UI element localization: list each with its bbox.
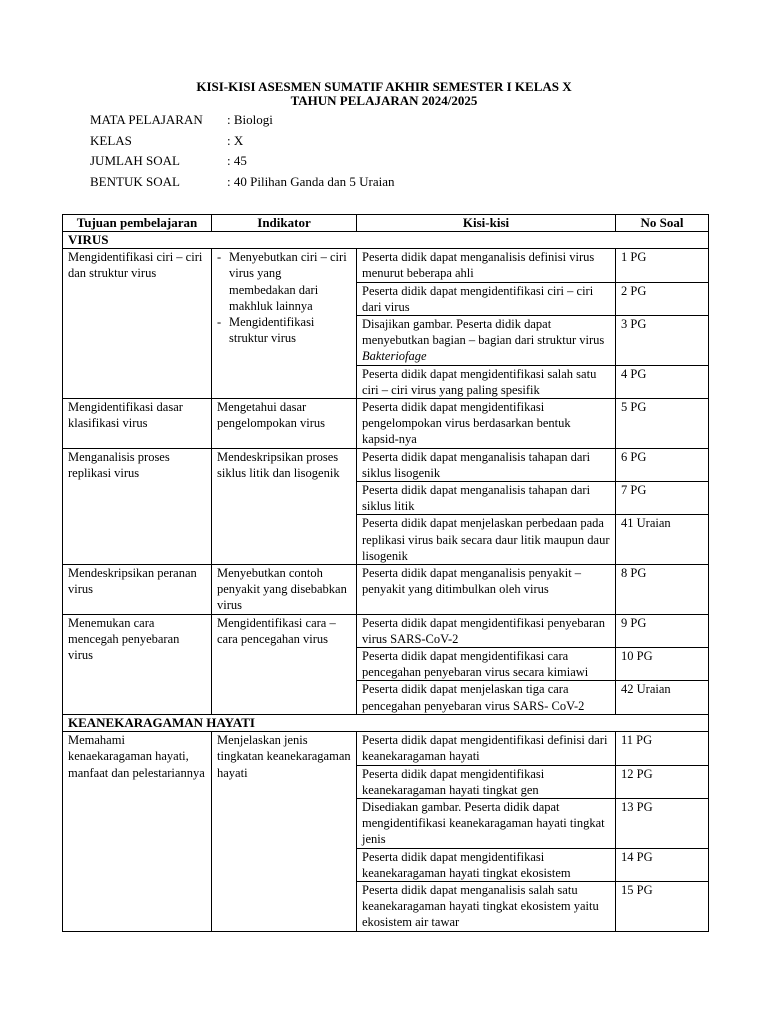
tujuan-cell: Mengidentifikasi ciri – ciri dan struktur virus (63, 249, 212, 399)
no-soal-cell: 10 PG (616, 648, 709, 681)
tujuan-cell: Menemukan cara mencegah penyebaran virus (63, 614, 212, 714)
meta-key: BENTUK SOAL (90, 173, 180, 189)
kisi-cell (357, 565, 616, 615)
no-soal-cell: 15 PG (616, 881, 709, 931)
kisi-text: Peserta didik dapat menganalisis tahapan dari siklus litik (362, 483, 591, 514)
meta-row (90, 172, 395, 193)
no-soal-cell: 13 PG (616, 798, 709, 848)
kisi-text: Peserta didik dapat mengidentifikasi salah satu ciri – ciri virus yang paling spesifik (362, 366, 597, 397)
kisi-cell (357, 732, 616, 765)
kisi-text: Disajikan gambar. Peserta didik dapat menyebutkan bagian – bagian dari struktur virus (362, 317, 605, 348)
indikator-list (217, 249, 351, 346)
table-row (63, 732, 709, 765)
indikator-cell: Mendeskripsikan proses siklus litik dan lisogenik (212, 448, 357, 564)
no-soal-cell: 41 Uraian (616, 515, 709, 565)
indikator-cell (212, 249, 357, 399)
kisi-text: Peserta didik dapat menjelaskan perbedaan pada replikasi virus baik secara daur litik maupun daur lisogenik (362, 516, 610, 563)
no-soal-cell: 4 PG (616, 365, 709, 398)
kisi-text: Peserta didik dapat menganalisis definisi virus menurut beberapa ahli (362, 250, 595, 281)
kisi-text: Peserta didik dapat menjelaskan tiga cara pencegahan penyebaran virus SARS- CoV-2 (362, 682, 585, 713)
header-no-soal: No Soal (616, 215, 709, 232)
kisi-text: Peserta didik dapat mengidentifikasi ciri – ciri dari virus (362, 283, 594, 314)
no-soal-cell: 12 PG (616, 765, 709, 798)
tujuan-cell: Memahami kenaekaragaman hayati, manfaat dan pelestariannya (63, 732, 212, 931)
table-row (63, 565, 709, 615)
kisi-cell (357, 365, 616, 398)
meta-value: : 40 Pilihan Ganda dan 5 Uraian (227, 173, 395, 189)
kisi-cell (357, 249, 616, 282)
kisi-cell (357, 482, 616, 515)
no-soal-cell: 9 PG (616, 614, 709, 647)
kisi-italic: Bakteriofage (362, 349, 427, 364)
header-indikator: Indikator (212, 215, 357, 232)
indikator-item: - Menyebutkan ciri – ciri virus yang membedakan dari makhluk lainnya (217, 249, 351, 314)
kisi-cell (357, 316, 616, 366)
document-subtitle: TAHUN PELAJARAN 2024/2025 (290, 93, 478, 108)
tujuan-cell: Mengidentifikasi dasar klasifikasi virus (63, 399, 212, 449)
kisi-cell (357, 282, 616, 315)
no-soal-cell: 6 PG (616, 448, 709, 481)
section-title: KEANEKARAGAMAN HAYATI (63, 714, 709, 731)
no-soal-cell: 3 PG (616, 316, 709, 366)
indikator-item: - Mengidentifikasi struktur virus (217, 314, 351, 346)
kisi-text: Peserta didik dapat mengidentifikasi keanekaragaman hayati tingkat ekosistem (362, 849, 571, 880)
indikator-cell: Menjelaskan jenis tingkatan keanekaragaman hayati (212, 732, 357, 931)
meta-info (90, 110, 395, 192)
kisi-text: Peserta didik dapat mengidentifikasi penyebaran virus SARS-CoV-2 (362, 615, 605, 646)
kisi-cell (357, 648, 616, 681)
kisi-cell (357, 848, 616, 881)
kisi-text: Peserta didik dapat mengidentifikasi pengelompokan virus berdasarkan bentuk kapsid-nya (362, 400, 571, 447)
no-soal-cell: 8 PG (616, 565, 709, 615)
table-header-row (63, 215, 709, 232)
kisi-table (62, 214, 709, 932)
kisi-text: Peserta didik dapat mengidentifikasi keanekaragaman hayati tingkat gen (362, 766, 545, 797)
section-title: VIRUS (63, 232, 709, 249)
meta-row (90, 131, 395, 152)
meta-value: : Biologi (227, 112, 273, 127)
meta-row (90, 151, 395, 172)
no-soal-cell: 14 PG (616, 848, 709, 881)
meta-key: KELAS (90, 132, 132, 148)
header-kisi: Kisi-kisi (357, 215, 616, 232)
tujuan-cell: Mendeskripsikan peranan virus (63, 565, 212, 615)
tujuan-cell: Menganalisis proses replikasi virus (63, 448, 212, 564)
no-soal-cell: 2 PG (616, 282, 709, 315)
indikator-cell: Mengetahui dasar pengelompokan virus (212, 399, 357, 449)
no-soal-cell: 7 PG (616, 482, 709, 515)
kisi-cell (357, 798, 616, 848)
kisi-cell (357, 399, 616, 449)
section-row (63, 714, 709, 731)
kisi-text: Peserta didik dapat mengidentifikasi cara pencegahan penyebaran virus secara kimiawi (362, 649, 589, 680)
table-row (63, 399, 709, 449)
no-soal-cell: 42 Uraian (616, 681, 709, 714)
meta-key: MATA PELAJARAN (90, 112, 203, 127)
kisi-cell (357, 881, 616, 931)
kisi-cell (357, 681, 616, 714)
kisi-cell (357, 614, 616, 647)
meta-row (90, 110, 395, 131)
table-row (63, 249, 709, 282)
no-soal-cell: 5 PG (616, 399, 709, 449)
document-title: KISI-KISI ASESMEN SUMATIF AKHIR SEMESTER I KELAS X (196, 79, 572, 94)
kisi-cell (357, 448, 616, 481)
kisi-cell (357, 515, 616, 565)
meta-value: : X (227, 132, 244, 148)
table-row (63, 448, 709, 481)
no-soal-cell: 1 PG (616, 249, 709, 282)
indikator-cell: Mengidentifikasi cara – cara pencegahan virus (212, 614, 357, 714)
header-tujuan: Tujuan pembelajaran (63, 215, 212, 232)
kisi-text: Peserta didik dapat menganalisis salah satu keanekaragaman hayati tingkat ekosistem yaitu ekosistem air tawar (362, 882, 599, 930)
kisi-text: Peserta didik dapat menganalisis penyakit – penyakit yang ditimbulkan oleh virus (362, 566, 582, 597)
meta-value: : 45 (227, 153, 247, 168)
kisi-text: Disediakan gambar. Peserta didik dapat mengidentifikasi keanekaragaman hayati tingkat jenis (362, 799, 605, 847)
table-row (63, 614, 709, 647)
indikator-cell: Menyebutkan contoh penyakit yang disebabkan virus (212, 565, 357, 615)
meta-key: JUMLAH SOAL (90, 153, 180, 168)
no-soal-cell: 11 PG (616, 732, 709, 765)
kisi-text: Peserta didik dapat menganalisis tahapan dari siklus lisogenik (362, 449, 591, 480)
kisi-cell (357, 765, 616, 798)
section-row (63, 232, 709, 249)
kisi-text: Peserta didik dapat mengidentifikasi definisi dari keanekaragaman hayati (362, 733, 608, 764)
